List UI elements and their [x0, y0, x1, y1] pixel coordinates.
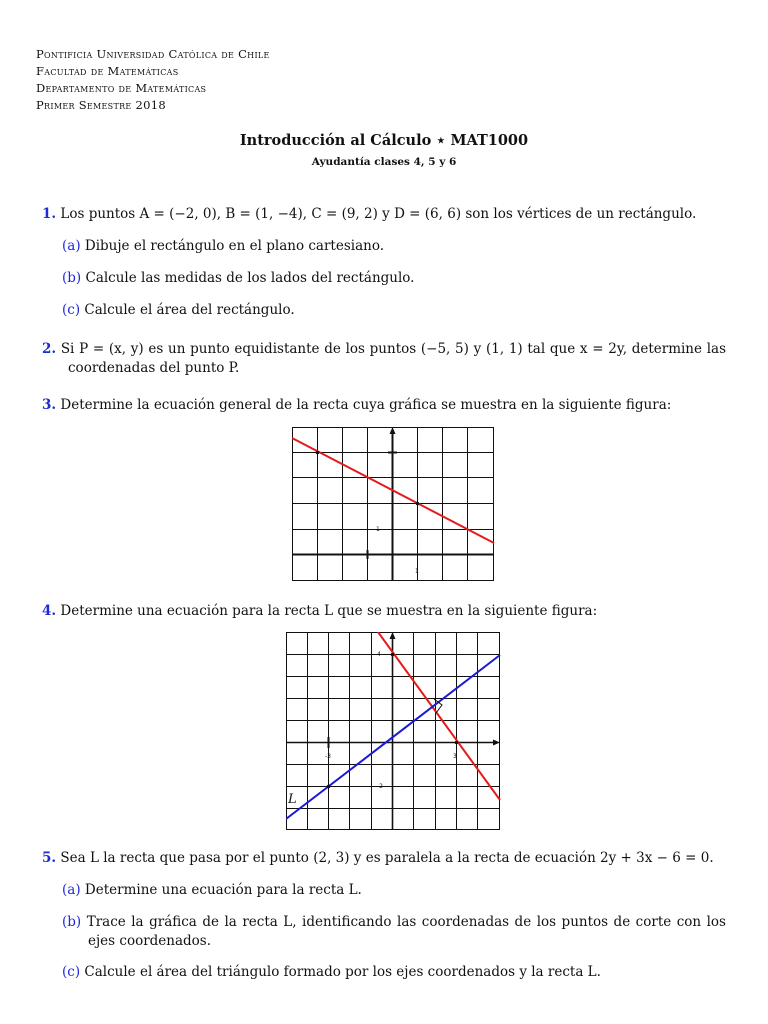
- problem-4: [42, 602, 726, 621]
- part-text: Calcule el área del rectángulo.: [84, 302, 295, 318]
- part-label: (a): [62, 238, 81, 254]
- problem-number: 1.: [42, 206, 57, 222]
- point-marker: [391, 653, 395, 657]
- university-name: Pontificia Universidad Católica de Chile: [36, 47, 270, 61]
- part-text: Calcule las medidas de los lados del rectángulo.: [85, 270, 415, 286]
- problem-number: 5.: [42, 850, 57, 866]
- tick-label-y: 1: [376, 526, 380, 533]
- part-text: Determine una ecuación para la recta L.: [84, 882, 362, 898]
- problem-number: 3.: [42, 397, 57, 413]
- part-label: (b): [62, 270, 82, 286]
- problem-5: [42, 849, 726, 868]
- problem-number: 2.: [42, 341, 57, 357]
- problem-text: Determine una ecuación para la recta L que se muestra en la siguiente figura:: [60, 603, 598, 619]
- part-text: Dibuje el rectángulo en el plano cartesiano.: [84, 238, 385, 254]
- tick-label-below: -2: [377, 783, 383, 790]
- problem-2: [42, 340, 726, 378]
- problem-text: Sea L la recta que pasa por el punto (2, 3) y es paralela a la recta de ecuación 2y + 3x − 6 = 0.: [60, 850, 714, 866]
- axes: [286, 634, 498, 830]
- problem-text: Si P = (x, y) es un punto equidistante de los puntos (−5, 5) y (1, 1) tal que x = 2y, determine las coordenadas del punto P.: [60, 341, 726, 376]
- problem-1b: [62, 269, 726, 288]
- department-name: Departamento de Matemáticas: [36, 81, 207, 95]
- problem-5a: [62, 881, 726, 900]
- problem-number: 4.: [42, 603, 57, 619]
- part-text: Trace la gráfica de la recta L, identificando las coordenadas de los puntos de corte con los ejes coordenados.: [86, 914, 726, 949]
- red-line: [378, 632, 500, 800]
- tick-label-left: -3: [325, 753, 331, 760]
- faculty-name: Facultad de Matemáticas: [36, 64, 179, 78]
- problem-1c: [62, 301, 726, 320]
- point-marker: [416, 502, 420, 506]
- point-marker: [316, 451, 320, 455]
- part-text: Calcule el área del triángulo formado por los ejes coordenados y la recta L.: [84, 964, 601, 980]
- semester: Primer Semestre 2018: [36, 98, 166, 112]
- document-subtitle: Ayudantía clases 4, 5 y 6: [311, 156, 457, 168]
- tick-label-top: 4: [377, 651, 381, 658]
- part-label: (c): [62, 964, 81, 980]
- tick-label-x: 1: [415, 568, 419, 575]
- problem-3: [42, 396, 726, 415]
- problem-text: Determine la ecuación general de la recta cuya gráfica se muestra en la siguiente figura:: [60, 397, 672, 413]
- problem-1a: [62, 237, 726, 256]
- problem-text: Los puntos A = (−2, 0), B = (1, −4), C = (9, 2) y D = (6, 6) son los vértices de un rectángulo.: [60, 206, 697, 222]
- institution-header: [36, 46, 270, 114]
- part-label: (c): [62, 302, 81, 318]
- problem-5c: [62, 963, 726, 982]
- part-label: (a): [62, 882, 81, 898]
- y-axis-arrow: [390, 632, 396, 639]
- line-label-L: L: [288, 792, 297, 807]
- problem-5b: [62, 913, 726, 951]
- x-axis-arrow: [493, 740, 500, 746]
- figure-2-graph: [286, 632, 502, 832]
- tick-label-right: 3: [453, 753, 457, 760]
- document-title: Introducción al Cálculo ⋆ MAT1000: [239, 132, 529, 149]
- y-axis-arrow: [390, 427, 396, 434]
- part-label: (b): [62, 914, 82, 930]
- point-marker: [455, 741, 459, 745]
- problem-1: [42, 205, 726, 224]
- figure-1-graph: [292, 427, 495, 582]
- point-marker: [327, 785, 331, 789]
